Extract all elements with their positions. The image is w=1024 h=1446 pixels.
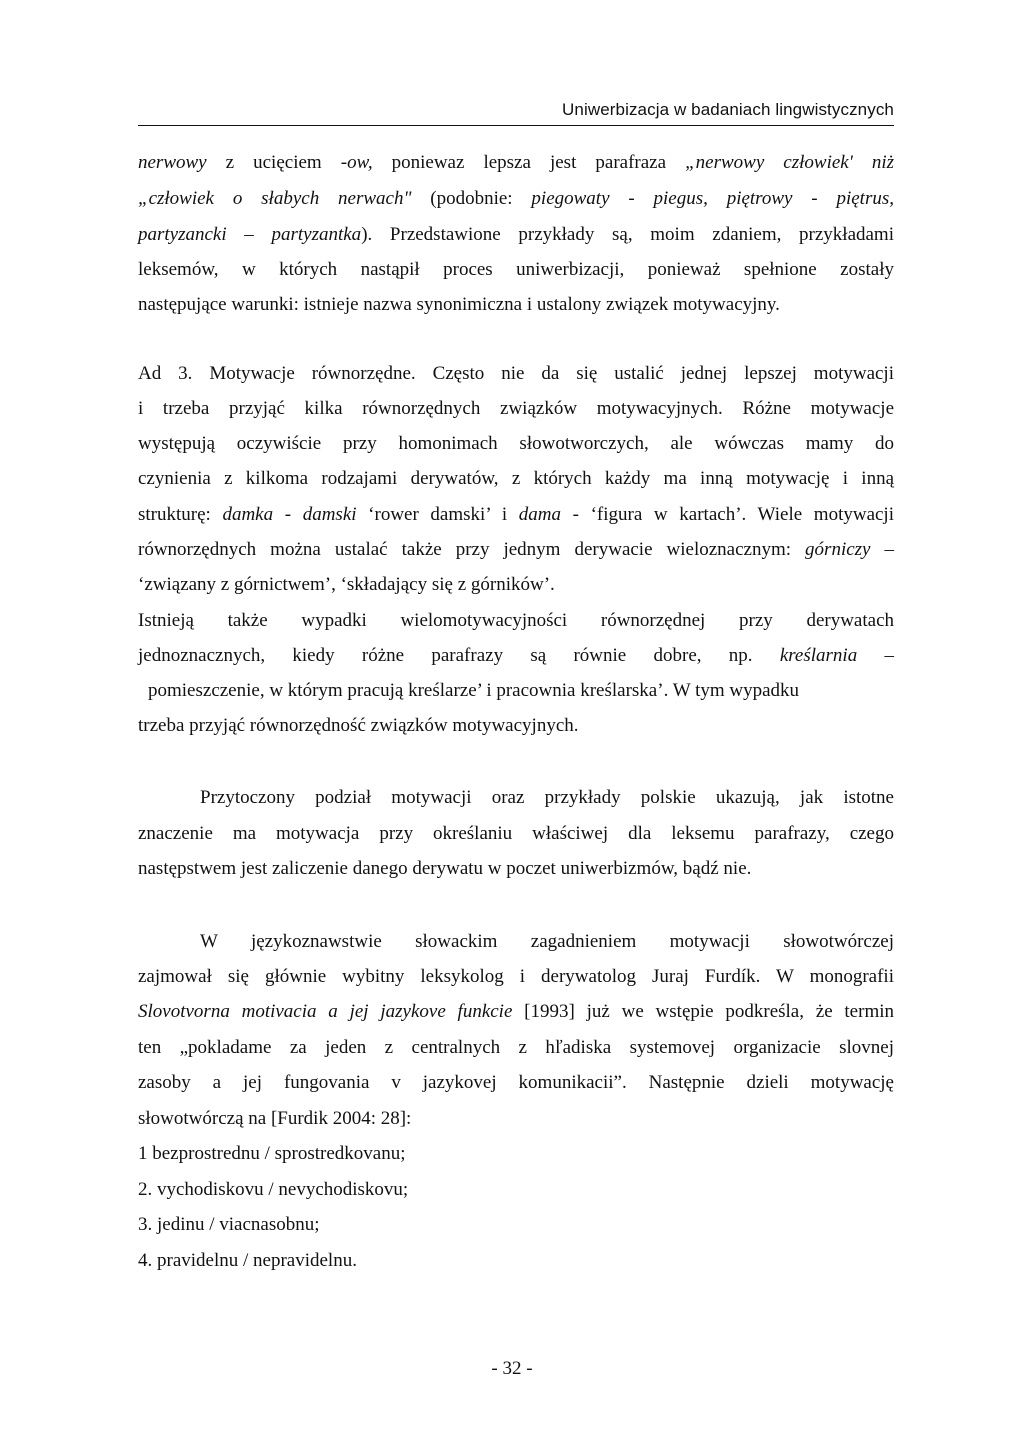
text-line — [138, 1001, 894, 1023]
text-line: czynienia z kilkoma rodzajami derywatów, z których każdy ma inną motywację i inną — [138, 468, 894, 489]
text-line: leksemów, w których nastąpił proces uniwerbizacji, ponieważ spełnione zostały — [138, 259, 894, 280]
list-item: 1 bezprostrednu / sprostredkovanu; — [138, 1143, 406, 1164]
text-run: strukturę: — [138, 504, 223, 525]
text-line: zajmował się głównie wybitny leksykolog i derywatolog Juraj Furdík. W monografii — [138, 966, 894, 987]
text-line — [138, 188, 894, 210]
text-line: słowotwórczą na [Furdik 2004: 28]: — [138, 1108, 412, 1129]
text-run: - ‘figura w kartach’. Wiele motywacji — [561, 504, 894, 525]
list-item: 4. pravidelnu / nepravidelnu. — [138, 1250, 357, 1271]
text-line: Ad 3. Motywacje równorzędne. Często nie da się ustalić jednej lepszej motywacji — [138, 363, 894, 384]
text-line: zasoby a jej fungovania v jazykovej komunikacii”. Następnie dzieli motywację — [138, 1072, 894, 1093]
text-line — [138, 152, 894, 174]
text-run: – — [857, 645, 894, 666]
text-line — [138, 504, 894, 526]
text-line: ten „pokladame za jeden z centralnych z hľadiska systemovej organizacie slovnej — [138, 1037, 894, 1058]
text-line: znaczenie ma motywacja przy określaniu właściwej dla leksemu parafrazy, czego — [138, 823, 894, 844]
text-line: występują oczywiście przy homonimach słowotworczych, ale wówczas mamy do — [138, 433, 894, 454]
italic-text-run: ow, — [347, 152, 373, 173]
italic-text-run: „człowiek o słabych nerwach" — [138, 188, 412, 209]
list-item: 2. vychodiskovu / nevychodiskovu; — [138, 1179, 409, 1200]
text-run: ). Przedstawione przykłady są, moim zdaniem, przykładami — [361, 224, 894, 245]
list-item: 3. jedinu / viacnasobnu; — [138, 1214, 320, 1235]
text-run: poniewaz lepsza jest parafraza — [372, 152, 686, 173]
text-line: trzeba przyjąć równorzędność związków motywacyjnych. — [138, 715, 579, 736]
text-line — [138, 539, 894, 561]
italic-text-run: partyzancki – partyzantka — [138, 224, 362, 245]
italic-text-run: damski — [302, 504, 357, 525]
text-line: następstwem jest zaliczenie danego derywatu w poczet uniwerbizmów, bądź nie. — [138, 858, 752, 879]
italic-text-run: „nerwowy człowiek' niż — [685, 152, 894, 173]
text-line: następujące warunki: istnieje nazwa synonimiczna i ustalony związek motywacyjny. — [138, 294, 780, 315]
italic-text-run: kreślarnia — [779, 645, 858, 666]
text-line: W językoznawstwie słowackim zagadnieniem motywacji słowotwórczej — [200, 931, 894, 952]
italic-text-run: Slovotvorna motivacia a jej jazykove funkcie — [138, 1001, 513, 1022]
running-head: Uniwerbizacja w badaniach lingwistycznych — [562, 100, 894, 119]
text-line — [138, 645, 894, 667]
text-line: i trzeba przyjąć kilka równorzędnych związków motywacyjnych. Różne motywacje — [138, 398, 894, 419]
text-run: jednoznacznych, kiedy różne parafrazy są równie dobre, np. — [138, 645, 780, 666]
text-run: równorzędnych można ustalać także przy jednym derywacie wieloznacznym: — [138, 539, 806, 560]
text-run: - — [273, 504, 303, 525]
text-run: – — [870, 539, 894, 560]
text-line: Przytoczony podział motywacji oraz przykłady polskie ukazują, jak istotne — [200, 787, 894, 808]
page-number: - 32 - — [491, 1358, 533, 1379]
header-rule — [138, 125, 894, 126]
text-line: ‘związany z górnictwem’, ‘składający się z górników’. — [138, 574, 555, 595]
italic-text-run: damka — [222, 504, 274, 525]
text-run: z ucięciem - — [206, 152, 348, 173]
text-run: [1993] już we wstępie podkreśla, że termin — [512, 1001, 895, 1022]
text-run: (podobnie: — [411, 188, 532, 209]
text-line — [138, 224, 894, 246]
text-line: Istnieją także wypadki wielomotywacyjności równorzędnej przy derywatach — [138, 610, 894, 631]
italic-text-run: nerwowy — [138, 152, 207, 173]
text-line: pomieszczenie, w którym pracują kreślarze’ i pracownia kreślarska’. W tym wypadku — [148, 680, 800, 701]
italic-text-run: górniczy — [805, 539, 871, 560]
text-run: ‘rower damski’ i — [356, 504, 519, 525]
italic-text-run: dama — [518, 504, 562, 525]
italic-text-run: piegowaty - piegus, piętrowy - piętrus, — [531, 188, 894, 209]
